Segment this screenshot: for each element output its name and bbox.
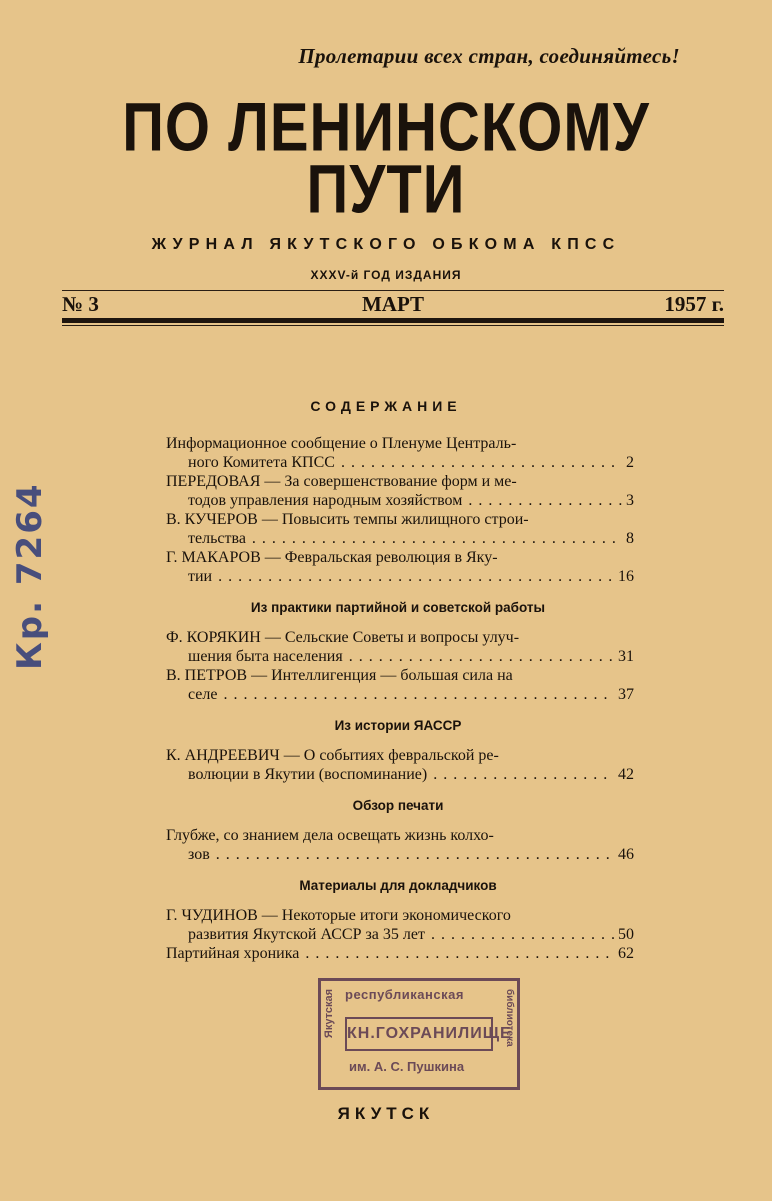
- toc-entry-line: тодов управления народным хозяйством . . .: [166, 491, 630, 510]
- toc-entry: [166, 944, 634, 963]
- toc-entry-line: шения быта населения . . .: [166, 647, 630, 666]
- toc-entry: [166, 906, 634, 944]
- divider-thin-bottom: [62, 325, 724, 326]
- toc-entry-line: Г. ЧУДИНОВ — Некоторые итоги экономического: [166, 907, 511, 924]
- toc-entry-page: 31: [614, 647, 634, 666]
- toc-entry: [166, 510, 634, 548]
- stamp-middle-text: КН.ГОХРАНИЛИЩЕ: [345, 1017, 493, 1051]
- library-stamp: [318, 978, 520, 1090]
- toc-entry-line: зов . . .: [166, 845, 630, 864]
- issue-month: МАРТ: [361, 292, 425, 316]
- toc-entry-line: Ф. КОРЯКИН — Сельские Советы и вопросы улуч-: [166, 629, 520, 646]
- toc-entry-line: ПЕРЕДОВАЯ — За совершенствование форм и ме-: [166, 473, 517, 490]
- section-heading-history: Из истории ЯАССР: [334, 718, 462, 733]
- toc-entry-page: 50: [614, 925, 634, 944]
- journal-subtitle: ЖУРНАЛ ЯКУТСКОГО ОБКОМА КПСС: [151, 236, 621, 253]
- section-heading-party-work: Из практики партийной и советской работы: [250, 600, 546, 615]
- toc-entry-line: Информационное сообщение о Пленуме Централь-: [166, 435, 517, 452]
- divider-thin: [62, 290, 724, 291]
- journal-title-line2: ПУТИ: [306, 151, 466, 228]
- toc-entry-page: 3: [622, 491, 634, 510]
- journal-title-line1: ПО ЛЕНИНСКОМУ: [122, 89, 650, 166]
- toc-entry-page: 2: [622, 453, 634, 472]
- toc-entry: [166, 666, 634, 704]
- toc-entry-line: В. ПЕТРОВ — Интеллигенция — большая сила на: [166, 667, 513, 684]
- toc-entry: [166, 826, 634, 864]
- toc-entry-line: В. КУЧЕРОВ — Повысить темпы жилищного строи-: [166, 511, 529, 528]
- divider-thick: [62, 318, 724, 323]
- toc-entry: [166, 434, 634, 472]
- toc-group-3: [166, 746, 634, 784]
- toc-entry-page: 62: [614, 944, 634, 963]
- stamp-right-text: библиотека: [504, 989, 515, 1047]
- stamp-left-text: Якутская: [323, 989, 335, 1039]
- handwritten-shelfmark: Кр. 7264: [10, 482, 50, 670]
- toc-entry-page: 37: [614, 685, 634, 704]
- toc-entry-line: Глубже, со знанием дела освещать жизнь колхо-: [166, 827, 494, 844]
- toc-group-1: [166, 434, 634, 586]
- toc-entry-line: тии . . .: [166, 567, 630, 586]
- toc-entry-page: 42: [614, 765, 634, 784]
- toc-heading: СОДЕРЖАНИЕ: [310, 398, 462, 414]
- toc-entry-line: Г. МАКАРОВ — Февральская революция в Яку-: [166, 549, 498, 566]
- stamp-top-text: республиканская: [345, 987, 464, 1002]
- toc-entry-line: тельства . . .: [166, 529, 630, 548]
- issue-info-row: [62, 292, 724, 318]
- table-of-contents: [166, 434, 634, 963]
- year-of-issue: XXXV-й ГОД ИЗДАНИЯ: [310, 268, 462, 282]
- publication-city: ЯКУТСК: [337, 1104, 435, 1123]
- toc-group-4: [166, 826, 634, 864]
- slogan: Пролетарии всех стран, соединяйтесь!: [298, 44, 680, 68]
- toc-entry-page: 8: [622, 529, 634, 548]
- toc-entry-line: К. АНДРЕЕВИЧ — О событиях февральской ре-: [166, 747, 499, 764]
- toc-group-5: [166, 906, 634, 963]
- issue-number: № 3: [62, 292, 99, 316]
- toc-entry-page: 46: [614, 845, 634, 864]
- issue-year: 1957 г.: [664, 292, 724, 316]
- stamp-bottom-text: им. А. С. Пушкина: [349, 1059, 465, 1074]
- toc-entry-page: 16: [614, 567, 634, 586]
- toc-entry-line: ного Комитета КПСС . . .: [166, 453, 630, 472]
- toc-group-2: [166, 628, 634, 704]
- toc-entry: [166, 548, 634, 586]
- toc-entry-line: селе . . .: [166, 685, 630, 704]
- toc-entry-line: развития Якутской АССР за 35 лет . . .: [166, 925, 630, 944]
- section-heading-speaker-materials: Материалы для докладчиков: [299, 878, 497, 893]
- section-heading-press-review: Обзор печати: [352, 798, 444, 813]
- toc-entry-line: Партийная хроника . . .: [166, 944, 630, 963]
- toc-entry: [166, 472, 634, 510]
- toc-entry: [166, 746, 634, 784]
- toc-entry: [166, 628, 634, 666]
- toc-entry-line: волюции в Якутии (воспоминание) . . .: [166, 765, 630, 784]
